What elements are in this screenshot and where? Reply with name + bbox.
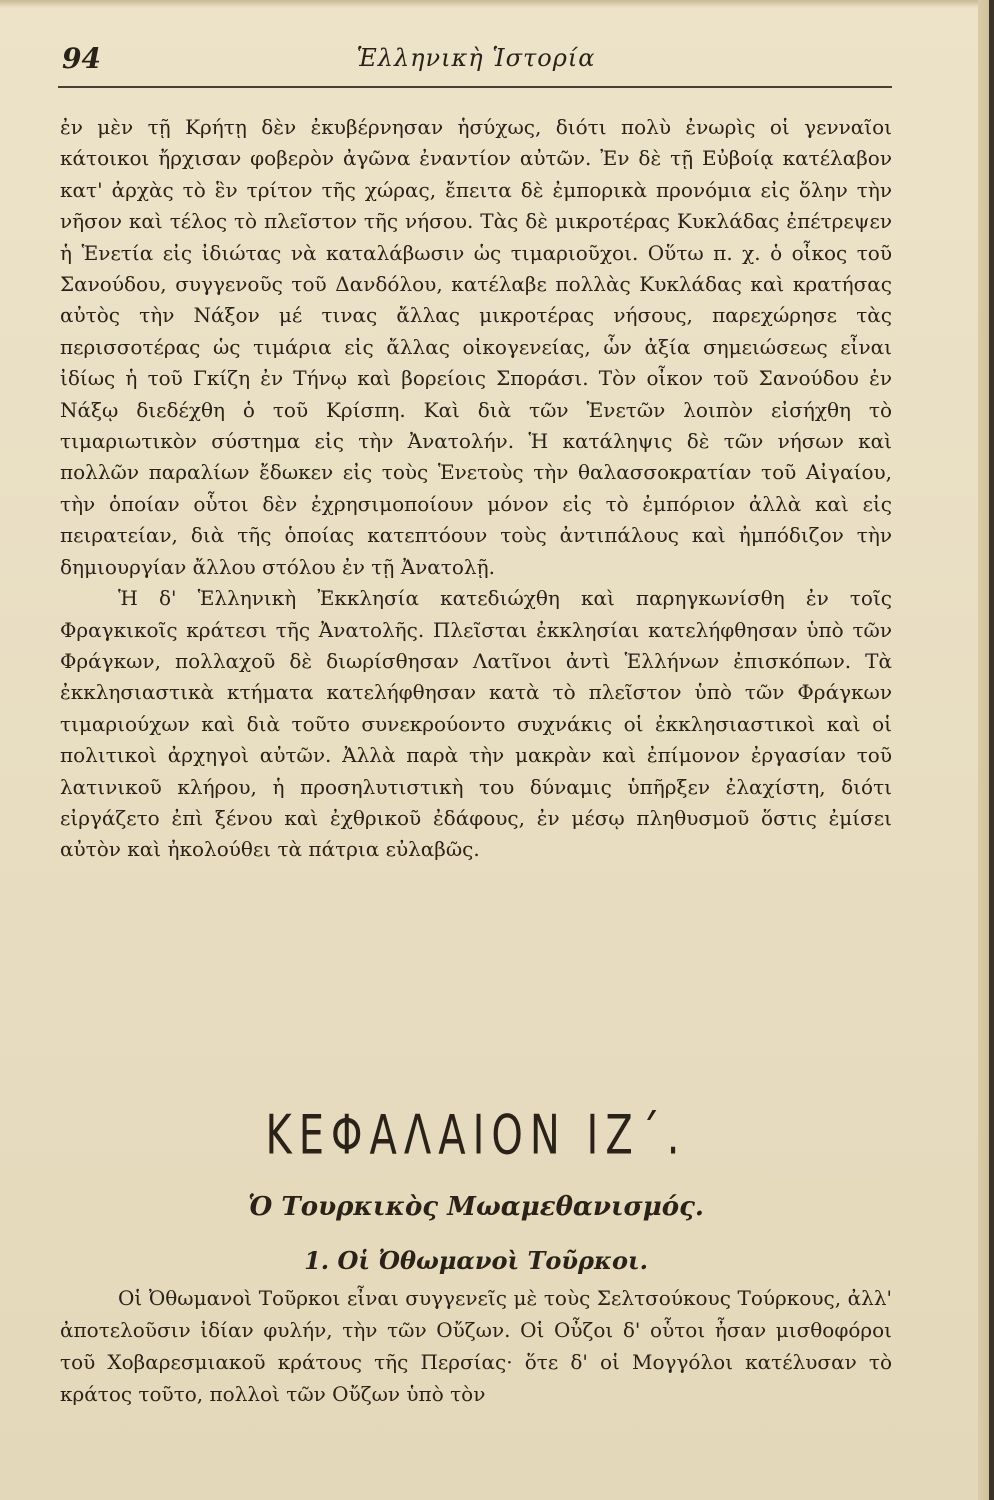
subsection-title: 1. Οἱ Ὀθωμανοὶ Τοῦρκοι. <box>304 1246 648 1275</box>
paragraph-venetian-rule: ἐν μὲν τῇ Κρήτῃ δὲν ἐκυβέρνησαν ἡσύχως, διότι πολὺ ἐνωρὶς οἱ γενναῖοι κάτοικοι ἤρχισαν φοβερὸν ἀγῶνα ἐναντίον αὐτῶν. Ἐν δὲ τῇ Εὐβοίᾳ κατέλαβον κατ' ἀρχὰς τὸ ἓν τρίτον τῆς χώρας, ἔπειτα δὲ ἐμπορικὰ προνόμια εἰς ὅλην τὴν νῆσον καὶ τέλος τὸ πλεῖστον τῆς νήσου. Τὰς δὲ μικροτέρας Κυκλάδας ἐπέτρεψεν ἡ Ἑνετία εἰς ἰδιώτας νὰ καταλάβωσιν ὡς τιμαριοῦχοι. Οὕτω π. χ. ὁ οἶκος τοῦ Σανούδου, συγγενοῦς τοῦ Δανδόλου, κατέλαβε πολλὰς Κυκλάδας καὶ κρατήσας αὐτὸς τὴν Νάξον μέ τινας ἄλλας μικροτέρας νήσους, παρεχώρησε τὰς περισσοτέρας ὡς τιμάρια εἰς ἄλλας οἰκογενείας, ὧν ἀξία σημειώσεως εἶναι ἰδίως ἡ τοῦ Γκίζη ἐν Τήνῳ καὶ βορείοις Σποράσι. Τὸν οἶκον τοῦ Σανούδου ἐν Νάξῳ διεδέχθη ὁ τοῦ Κρίσπη. Καὶ διὰ τῶν Ἑνετῶν λοιπὸν εἰσήχθη τὸ τιμαριωτικὸν σύστημα εἰς τὴν Ἀνατολήν. Ἡ κατάληψις δὲ τῶν νήσων καὶ πολλῶν παραλίων ἔδωκεν εἰς τοὺς Ἑνετοὺς τὴν θαλασσοκρατίαν τοῦ Αἰγαίου, τὴν ὁποίαν οὗτοι δὲν ἐχρησιμοποίουν μόνον εἰς τὸ ἐμπόριον ἀλλὰ καὶ εἰς πειρατείαν, διὰ τῆς ὁποίας κατεπτόουν τοὺς ἀντιπάλους καὶ ἠμπόδιζον τὴν δημιουργίαν ἄλλου στόλου ἐν τῇ Ἀνατολῇ. <box>60 115 892 579</box>
chapter-text <box>60 1282 892 1410</box>
running-head <box>62 42 890 82</box>
page-number: 94 <box>62 42 101 75</box>
running-title: Ἑλληνικὴ Ἱστορία <box>356 44 596 72</box>
main-text <box>60 112 892 866</box>
paragraph-ottoman-turks: Οἱ Ὀθωμανοὶ Τοῦρκοι εἶναι συγγενεῖς μὲ τοὺς Σελτσούκους Τούρκους, ἀλλ' ἀποτελοῦσιν ἰδίαν φυλήν, τὴν τῶν Οὔζων. Οἱ Οὖζοι δ' οὗτοι ἦσαν μισθοφόροι τοῦ Χοβαρεσμιακοῦ κράτους τῆς Περσίας· ὅτε δ' οἱ Μογγόλοι κατέλυσαν τὸ κράτος τοῦτο, πολλοὶ τῶν Οὔζων ὑπὸ τὸν <box>60 1286 892 1406</box>
chapter-title: ΚΕΦΑΛΑΙΟΝ ΙΖ΄. <box>265 1104 687 1167</box>
header-rule <box>58 86 892 88</box>
section-title: Ὁ Τουρκικὸς Μωαμεθανισμός. <box>248 1191 704 1222</box>
paragraph-greek-church: Ἡ δ' Ἑλληνικὴ Ἐκκλησία κατεδιώχθη καὶ παρηγκωνίσθη ἐν τοῖς Φραγκικοῖς κράτεσι τῆς Ἀνατολῆς. Πλεῖσται ἐκκλησίαι κατελήφθησαν ὑπὸ τῶν Φράγκων, πολλαχοῦ δὲ διωρίσθησαν Λατῖνοι ἀντὶ Ἑλλήνων ἐπισκόπων. Τὰ ἐκκλησιαστικὰ κτήματα κατελήφθησαν κατὰ τὸ πλεῖστον ὑπὸ τῶν Φράγκων τιμαριούχων καὶ διὰ τοῦτο συνεκρούοντο συχνάκις οἱ ἐκκλησιαστικοὶ καὶ οἱ πολιτικοὶ ἀρχηγοὶ αὐτῶν. Ἀλλὰ παρὰ τὴν μακρὰν καὶ ἐπίμονον ἐργασίαν τοῦ λατινικοῦ κλήρου, ἡ προσηλυτιστικὴ του δύναμις ὑπῆρξεν ἐλαχίστη, διότι εἰργάζετο ἐπὶ ξένου καὶ ἐχθρικοῦ ἐδάφους, ἐν μέσῳ πληθυσμοῦ ὅστις ἐμίσει αὐτὸν καὶ ἠκολούθει τὰ πάτρια εὐλαβῶς. <box>60 586 892 862</box>
scan-border <box>989 0 994 1500</box>
page-top-shadow <box>0 0 994 8</box>
